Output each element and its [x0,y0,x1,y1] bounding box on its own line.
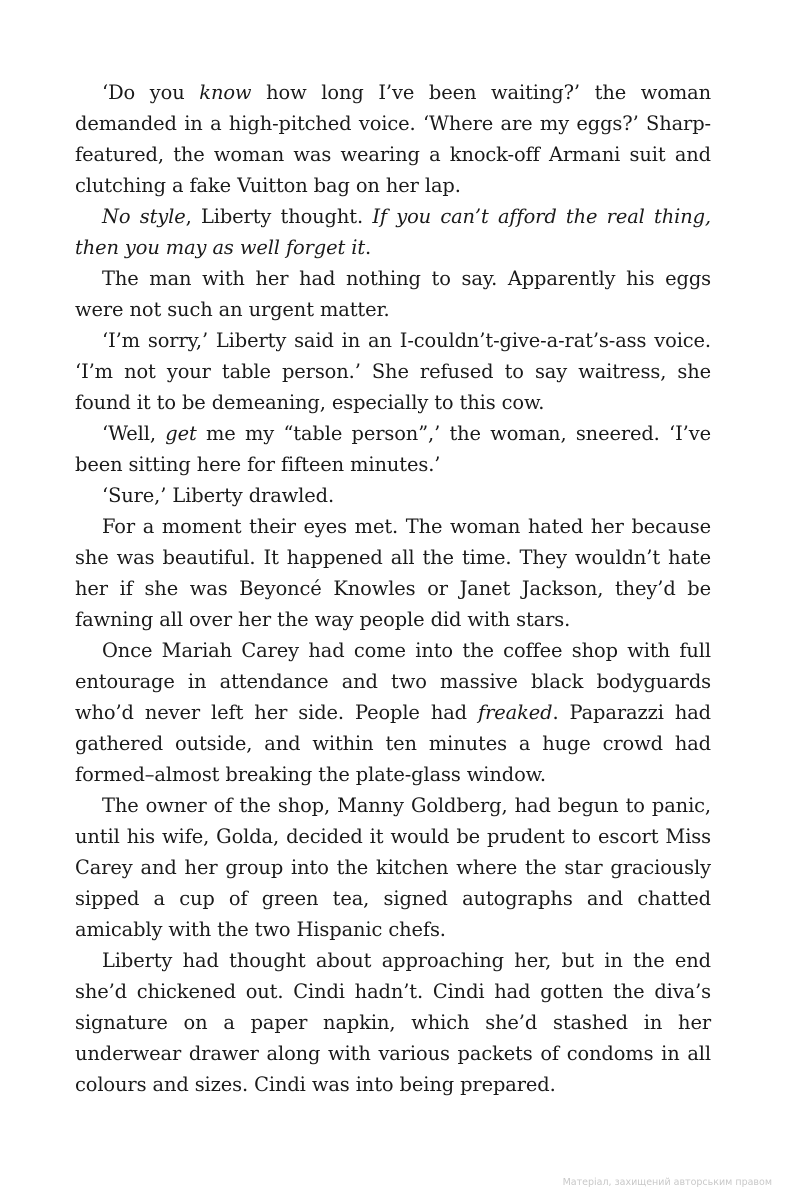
text-run: ‘Well, [102,422,166,445]
paragraph [75,480,711,511]
text-run: Once Mariah Carey had come into the coffee shop with full entourage in attendance and two massive black bodyguards who’d never left her side. People had [75,639,711,724]
paragraph [75,77,711,201]
text-run: ‘I’m sorry,’ Liberty said in an I-couldn’t-give-a-rat’s-ass voice. ‘I’m not your table person.’ She refused to say waitress, she found it to be demeaning, especially to this cow. [75,329,711,414]
italic-text-run: No style [102,205,186,228]
paragraph [75,325,711,418]
italic-text-run: freaked [478,701,553,724]
paragraph [75,790,711,945]
text-run: , Liberty thought. [185,205,373,228]
book-page-body [75,77,711,1100]
text-run: ‘Do you [102,81,200,104]
text-run: ‘Sure,’ Liberty drawled. [102,484,335,507]
italic-text-run: get [165,422,197,445]
text-run: . [365,236,372,259]
paragraph [75,263,711,325]
text-run: For a moment their eyes met. The woman hated her because she was beautiful. It happened all the time. They wouldn’t hate her if she was Beyoncé Knowles or Janet Jackson, they’d be fawning all over her the way people did with stars. [75,515,711,631]
text-run: The owner of the shop, Manny Goldberg, had begun to panic, until his wife, Golda, decided it would be prudent to escort Miss Carey and her group into the kitchen where the star graciously sipped a cup of green tea, signed autographs and chatted amicably with the two Hispanic chefs. [75,794,711,941]
paragraph [75,945,711,1100]
copyright-watermark: Матеріал, захищений авторським правом [562,1177,772,1188]
italic-text-run: If you can’t afford the real thing, then you may as well forget it [75,205,711,259]
paragraph [75,635,711,790]
italic-text-run: know [199,81,252,104]
paragraph [75,511,711,635]
text-run: me my “table person”,’ the woman, sneered. ‘I’ve been sitting here for fifteen minutes.’ [75,422,711,476]
text-run: . Paparazzi had gathered outside, and within ten minutes a huge crowd had formed–almost breaking the plate-glass window. [75,701,711,786]
text-run: how long I’ve been waiting?’ the woman demanded in a high-pitched voice. ‘Where are my eggs?’ Sharp-featured, the woman was wearing a knock-off Armani suit and clutching a fake Vuitton bag on her lap. [75,81,711,197]
text-run: The man with her had nothing to say. Apparently his eggs were not such an urgent matter. [75,267,711,321]
paragraph [75,201,711,263]
paragraph [75,418,711,480]
text-run: Liberty had thought about approaching her, but in the end she’d chickened out. Cindi hadn’t. Cindi had gotten the diva’s signature on a paper napkin, which she’d stashed in her underwear drawer along with various packets of condoms in all colours and sizes. Cindi was into being prepared. [75,949,711,1096]
